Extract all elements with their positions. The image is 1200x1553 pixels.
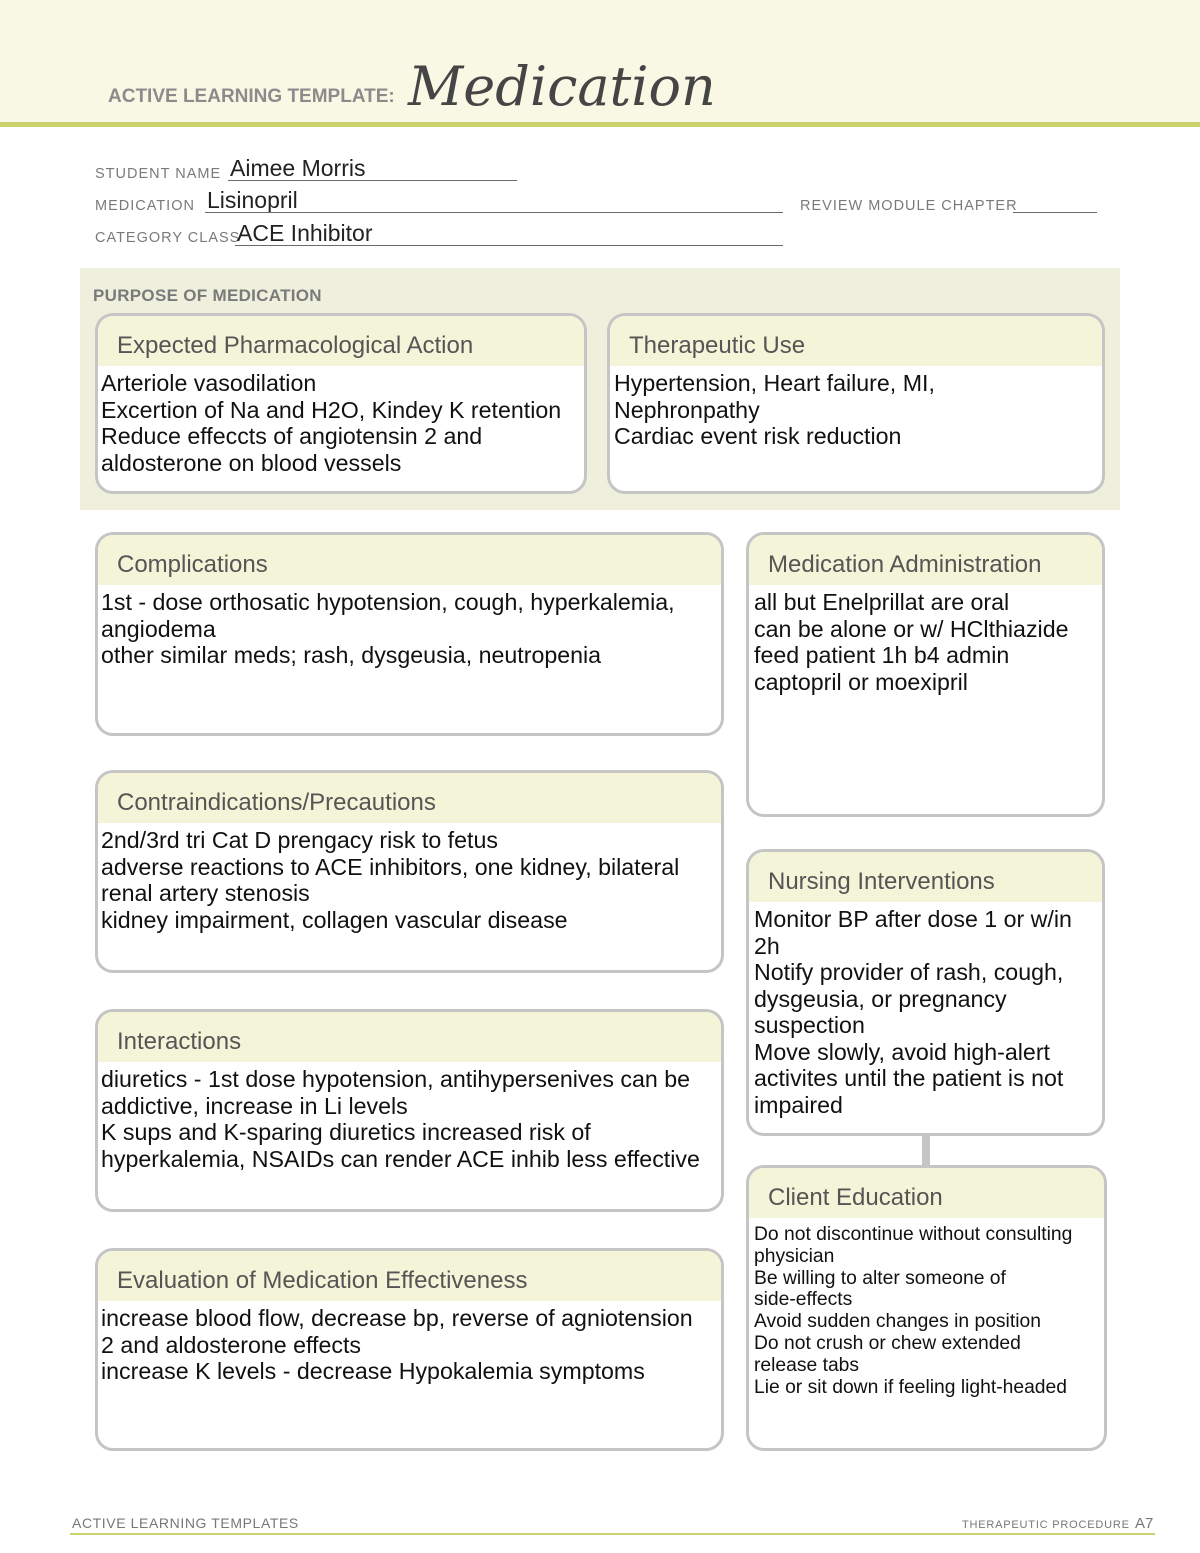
student-name-label: STUDENT NAME (95, 166, 222, 182)
interactions-title: Interactions (98, 1012, 721, 1062)
text-line: side-effects (754, 1289, 853, 1311)
text-line: dysgeusia, or pregnancy (754, 985, 1007, 1012)
text-line: Arteriole vasodilation (101, 370, 317, 396)
footer-title: ACTIVE LEARNING TEMPLATES (72, 1515, 299, 1531)
text-line: Avoid sudden changes in position (754, 1311, 1041, 1333)
header-rule (0, 122, 1200, 127)
text-line: angiodema (101, 615, 216, 642)
text-line: 1st - dose orthosatic hypotension, cough, hyperkalemia, (101, 589, 675, 615)
category-class-value: ACE Inhibitor (237, 221, 373, 246)
student-name-field[interactable] (228, 156, 517, 181)
complications-field[interactable] (98, 585, 721, 669)
expected-action-field[interactable] (98, 366, 584, 476)
expected-action-box (95, 313, 587, 494)
footer-rule (70, 1533, 1155, 1535)
contraindications-field[interactable] (98, 823, 721, 933)
nursing-interventions-field[interactable] (749, 902, 1102, 1118)
text-line: 2h (754, 932, 780, 959)
student-name-value: Aimee Morris (230, 156, 366, 181)
text-line: aldosterone on blood vessels (101, 449, 402, 476)
text-line: 2nd/3rd tri Cat D prengacy risk to fetus (101, 827, 498, 853)
category-class-field[interactable] (235, 221, 783, 246)
text-line: Monitor BP after dose 1 or w/in (754, 906, 1072, 932)
text-line: Lie or sit down if feeling light-headed (754, 1376, 1067, 1398)
expected-action-title: Expected Pharmacological Action (98, 316, 584, 366)
text-line: renal artery stenosis (101, 880, 310, 906)
text-line: release tabs (754, 1354, 860, 1376)
text-line: Notify provider of rash, cough, (754, 959, 1064, 985)
therapeutic-use-title: Therapeutic Use (610, 316, 1102, 366)
text-line: activites until the patient is not (754, 1065, 1064, 1091)
medication-label: MEDICATION (95, 198, 195, 214)
medication-field[interactable] (205, 188, 783, 213)
complications-title: Complications (98, 535, 721, 585)
text-line: Reduce effeccts of angiotensin 2 and (101, 423, 483, 449)
review-module-field[interactable] (1013, 188, 1097, 213)
text-line: Hypertension, Heart failure, MI, (614, 370, 935, 396)
text-line: K sups and K-sparing diuretics increased risk of (101, 1119, 591, 1145)
contraindications-title: Contraindications/Precautions (98, 773, 721, 823)
administration-box (746, 532, 1105, 817)
client-education-box (746, 1165, 1107, 1451)
text-line: hyperkalemia, NSAIDs can render ACE inhib less effective (101, 1145, 700, 1172)
text-line: feed patient 1h b4 admin (754, 642, 1010, 668)
template-label: ACTIVE LEARNING TEMPLATE: (108, 86, 395, 107)
text-line: all but Enelprillat are oral (754, 589, 1010, 615)
text-line: increase blood flow, decrease bp, reverse of agniotension (101, 1305, 693, 1331)
interactions-field[interactable] (98, 1062, 721, 1172)
contraindications-box (95, 770, 724, 973)
client-education-field[interactable] (749, 1218, 1104, 1398)
text-line: suspection (754, 1012, 865, 1038)
text-line: captopril or moexipril (754, 668, 968, 695)
therapeutic-use-box (607, 313, 1105, 494)
nursing-interventions-box (746, 849, 1105, 1136)
text-line: Excertion of Na and H2O, Kindey K retention (101, 396, 562, 423)
purpose-heading: PURPOSE OF MEDICATION (93, 286, 322, 305)
review-module-label: REVIEW MODULE CHAPTER (800, 198, 1018, 214)
text-line: adverse reactions to ACE inhibitors, one kidney, bilateral (101, 853, 680, 880)
interactions-box (95, 1009, 724, 1212)
text-line: physician (754, 1245, 835, 1267)
text-line: Do not discontinue without consulting (754, 1224, 1073, 1245)
client-education-title: Client Education (749, 1168, 1104, 1218)
text-line: other similar meds; rash, dysgeusia, neutropenia (101, 642, 602, 668)
text-line: Nephronpathy (614, 396, 760, 423)
text-line: Be willing to alter someone of (754, 1267, 1006, 1289)
text-line: Do not crush or chew extended (754, 1332, 1021, 1354)
text-line: 2 and aldosterone effects (101, 1331, 361, 1358)
administration-field[interactable] (749, 585, 1102, 695)
text-line: diuretics - 1st dose hypotension, antihypersenives can be (101, 1066, 691, 1092)
text-line: addictive, increase in Li levels (101, 1092, 408, 1119)
category-class-label: CATEGORY CLASS (95, 230, 241, 246)
text-line: Move slowly, avoid high-alert (754, 1038, 1050, 1065)
text-line: kidney impairment, collagen vascular disease (101, 906, 568, 933)
administration-title: Medication Administration (749, 535, 1102, 585)
footer-section-label: THERAPEUTIC PROCEDURE (962, 1519, 1130, 1531)
medication-value: Lisinopril (207, 188, 298, 213)
evaluation-box (95, 1248, 724, 1451)
therapeutic-use-field[interactable] (610, 366, 1102, 450)
page-title: Medication (408, 55, 716, 118)
page-number: A7 (1135, 1515, 1154, 1532)
nursing-interventions-title: Nursing Interventions (749, 852, 1102, 902)
text-line: can be alone or w/ HClthiazide (754, 615, 1069, 642)
evaluation-field[interactable] (98, 1301, 721, 1385)
evaluation-title: Evaluation of Medication Effectiveness (98, 1251, 721, 1301)
box-connector (922, 1136, 930, 1166)
complications-box (95, 532, 724, 736)
text-line: impaired (754, 1091, 843, 1118)
text-line: Cardiac event risk reduction (614, 423, 902, 449)
text-line: increase K levels - decrease Hypokalemia symptoms (101, 1358, 645, 1384)
